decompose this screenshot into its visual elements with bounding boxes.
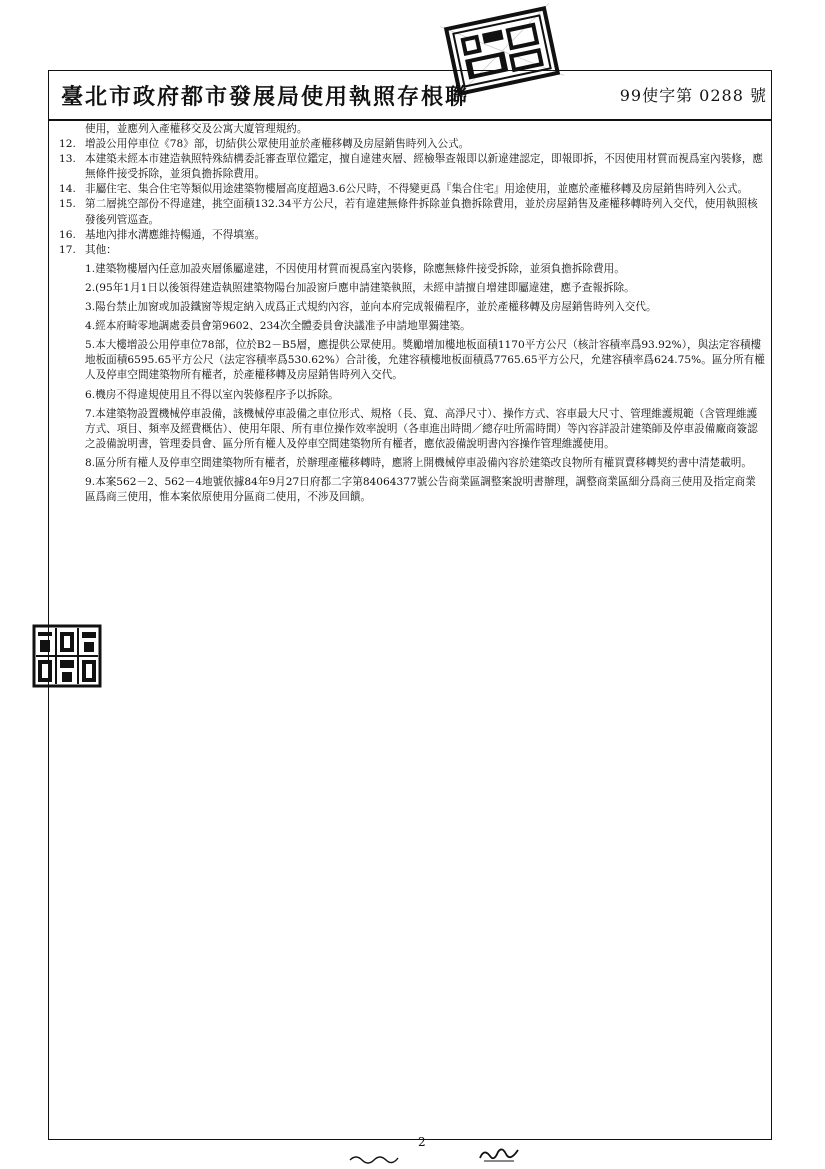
official-seal-side [32,624,102,688]
sub-item: 5.本大樓增設公用停車位78部，位於B2－B5層，應提供公眾使用。獎勵增加樓地板面積1170平方公尺（核計容積率爲93.92%），與法定容積樓地板面積6595.65平方公尺（法定容積率爲530.62%）合計後，允建容積樓地板面積爲7765.65平方公尺，允建容積率爲624.75%。區分所有權人及停車空間建築物所有權者，於產權移轉及房屋銷售時列入交代。 [85,339,765,382]
list-item: 13. 本建築未經本市建造執照特殊結構委託審查單位鑑定，擅自違建夾層、經檢舉查報即以新違建認定，即報即拆，不因使用材質而視爲室內裝修，應無條件接受拆除，並須負擔拆除費用。 [59,153,763,181]
sub-item: 3.陽台禁止加窗或加設鐵窗等規定納入成爲正式規約內容，並向本府完成報備程序，並於產權移轉及房屋銷售時列入交代。 [85,301,657,314]
sub-item: 2.(95年1月1日以後領得建造執照建築物陽台加設窗戶應申請建築執照，未經申請擅自增建即屬違建，應予查報拆除。 [85,281,635,294]
list-item: 12. 增設公用停車位《78》部，切結供公眾使用並於產權移轉及房屋銷售時列入公式。 [59,138,470,151]
sub-item: 4.經本府畸零地調處委員會第9602、234次全體委員會決議准予申請地單獨建築。 [85,320,471,333]
document-body [59,122,765,509]
signature-scribble-left [348,1152,408,1166]
permit-number: 99使字第 0288 號 [619,86,767,105]
title-row [49,71,771,121]
list-item: 16. 基地內排水溝應維持暢通，不得填塞。 [59,228,266,241]
sub-item: 1.建築物樓層內任意加設夾層係屬違建，不因使用材質而視爲室內裝修，除應無條件接受拆除，並須負擔拆除費用。 [85,262,625,275]
sub-item: 8.區分所有權人及停車空間建築物所有權者，於辦理產權移轉時，應將上開機械停車設備內容於建築改良物所有權買賣移轉契約書中清楚載明。 [85,456,752,469]
other-items [59,262,765,505]
list-item: 14. 非屬住宅、集合住宅等類似用途建築物樓層高度超過3.6公尺時，不得變更爲『集合住宅』用途使用，並應於產權移轉及房屋銷售時列入公式。 [59,183,749,196]
sub-item: 6.機房不得違規使用且不得以室內裝修程序予以拆除。 [85,388,339,401]
sub-item: 9.本案562－2、562－4地號依據84年9月27日府都二字第84064377號公告商業區調整案說明書辦理，調整商業區細分爲商三使用及指定商業區爲商三使用，惟本案依原使用分區商二使用，不涉及回饋。 [85,475,756,504]
continuation-text: 使用，並應列入產權移交及公寓大廈管理規約。 [85,123,308,135]
sub-item: 7.本建築物設置機械停車設備，該機械停車設備之車位形式、規格（長、寬、高淨尺寸）、操作方式、容車最大尺寸、管理維護規範（含管理維護方式、項目、頻率及經費概估）、使用年限、所有車位操作效率說明（各車進出時間／總存吐所需時間）等內容詳設計建築師及停車設備廠商簽認之設備說明書，管理委員會、區分所有權人及停車空間建築物所有權者，應依設備說明書內容操作管理維護使用。 [85,407,758,450]
page-number: 2 [418,1135,426,1149]
document-title: 臺北市政府都市發展局使用執照存根聯 [61,84,470,110]
permit-frame [48,70,772,1149]
signature-scribble-right [478,1146,522,1164]
list-item: 17. 其他： [59,243,117,256]
list-item: 15. 第二層挑空部份不得違建，挑空面積132.34平方公尺，若有違建無條件拆除並負擔拆除費用，並於房屋銷售及產權移轉時列入交代，使用執照核發後列管巡查。 [59,198,758,226]
